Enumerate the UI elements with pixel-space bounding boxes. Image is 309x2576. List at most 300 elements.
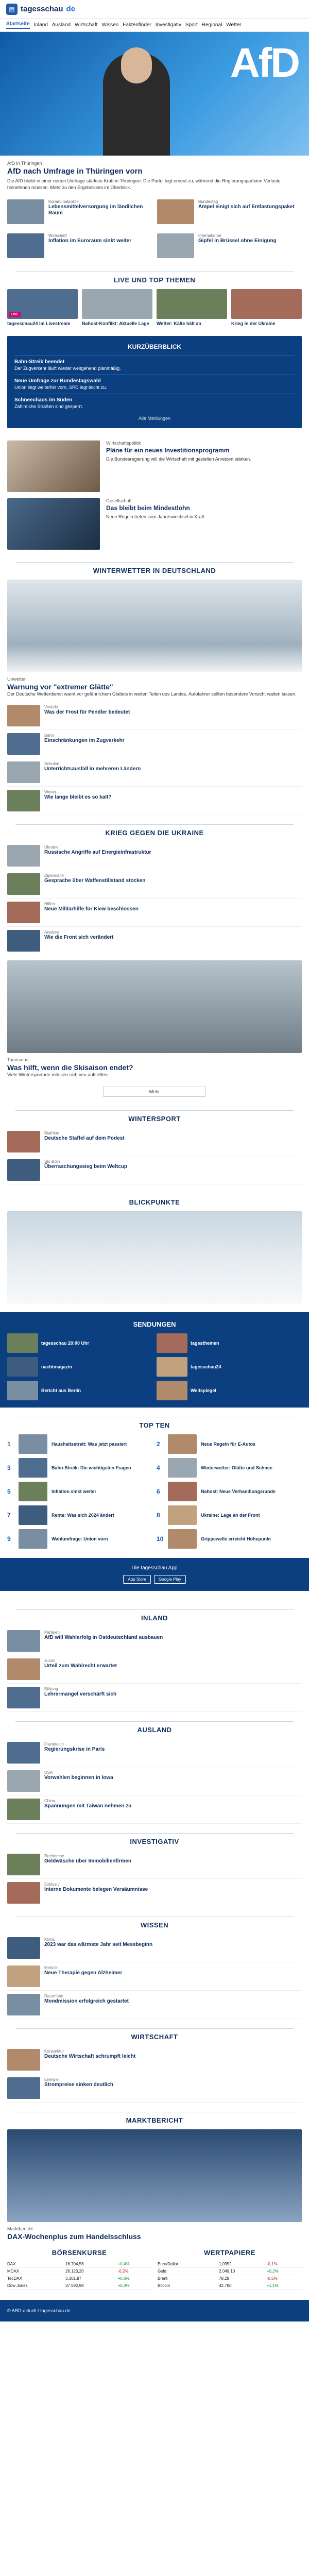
market-tables [0, 2245, 309, 2290]
list-item[interactable] [7, 1991, 302, 2019]
topten-image [168, 1434, 197, 1454]
topten-rank: 7 [7, 1512, 11, 1519]
topten-item[interactable] [7, 1505, 152, 1525]
winter-section-title: WINTERWETTER IN DEUTSCHLAND [0, 553, 309, 580]
live-card-title[interactable]: Wetter: Kälte hält an [157, 321, 201, 326]
sendung-image [157, 1357, 187, 1377]
list-item-kicker: Hilfen [44, 902, 55, 906]
bigstory-headline[interactable]: Was hilft, wenn die Skisaison endet? [7, 1063, 133, 1072]
kurz-item-headline[interactable]: Bahn-Streik beendet [14, 359, 65, 365]
brand-name: tagesschau [21, 5, 63, 13]
story-2[interactable] [0, 495, 309, 553]
kurz-item[interactable] [14, 375, 295, 394]
list-item[interactable] [7, 1128, 302, 1156]
market-name: Euro/Dollar [158, 2261, 219, 2268]
market-row[interactable] [7, 2275, 151, 2282]
nav-item-inland[interactable]: Inland [33, 22, 48, 28]
market-name: Gold [158, 2268, 219, 2275]
list-item[interactable] [7, 1739, 302, 1767]
inland-section-title: INLAND [0, 1600, 309, 1627]
market-row[interactable] [158, 2261, 302, 2268]
topten-item[interactable] [7, 1458, 152, 1478]
list-item-image [7, 1799, 40, 1820]
list-item-image [7, 1965, 40, 1987]
topten-item[interactable] [7, 1482, 152, 1501]
list-item[interactable] [7, 870, 302, 899]
wirtschaft-section-title: WIRTSCHAFT [0, 2019, 309, 2046]
market-value: 3.301,87 [65, 2275, 118, 2282]
top-card-image [7, 199, 44, 224]
story-1[interactable] [0, 437, 309, 495]
list-item-image [7, 902, 40, 923]
sendung-card[interactable] [7, 1357, 152, 1377]
sendung-card[interactable] [7, 1381, 152, 1400]
list-item-image [7, 1770, 40, 1792]
list-item-kicker: Recherche [44, 1854, 64, 1858]
nav-item-wetter[interactable]: Wetter [226, 22, 242, 28]
sendung-title[interactable]: Bericht aus Berlin [41, 1387, 81, 1393]
list-item-headline[interactable]: Wie die Front sich verändert [44, 935, 114, 940]
topten-title[interactable]: Winterwetter: Glätte und Schnee [201, 1465, 272, 1470]
hero-sign: AfD [230, 40, 299, 86]
list-item-headline[interactable]: Gespräche über Waffenstillstand stocken [44, 878, 146, 884]
bigstory[interactable] [0, 1053, 309, 1082]
lead-teaser: Die AfD bleibt in einer neuen Umfrage stärkste Kraft in Thüringen. Die Partei legt erneut zu, während die Regierungsparteien Verluste hinnehmen müssen. Mehr zu den Ergebnissen im Überblick. [7, 178, 281, 190]
investigativ-list [0, 1851, 309, 1907]
list-item-image [7, 2049, 40, 2071]
list-item-headline[interactable]: Unterrichtsausfall in mehreren Ländern [44, 766, 141, 772]
live-card-title[interactable]: Krieg in der Ukraine [231, 321, 276, 326]
market-change: +0,3% [118, 2282, 151, 2290]
list-item-headline[interactable]: Deutsche Wirtschaft schrumpft leicht [44, 2054, 136, 2059]
kurzueberblick-box [7, 336, 302, 428]
market-value: 1,0952 [219, 2261, 267, 2268]
topten-rank: 5 [7, 1488, 11, 1495]
list-item-image [7, 845, 40, 867]
ukraine-list [0, 842, 309, 955]
winter-headline[interactable]: Warnung vor "extremer Glätte" [7, 683, 113, 691]
market-value: 16.704,56 [65, 2261, 118, 2268]
sendung-title[interactable]: tagesschau 20:00 Uhr [41, 1340, 90, 1346]
top-card-headline[interactable]: Ampel einigt sich auf Entlastungspaket [198, 204, 295, 210]
market-row[interactable] [158, 2275, 302, 2282]
sendung-title[interactable]: Weltspiegel [191, 1387, 216, 1393]
list-item-kicker: Exklusiv [44, 1882, 60, 1887]
market-row[interactable] [7, 2268, 151, 2275]
list-item[interactable] [7, 1655, 302, 1684]
kurz-item-text: Der Zugverkehr läuft wieder weitgehend planmäßig. [14, 366, 121, 371]
list-item[interactable] [7, 730, 302, 758]
topten-image [19, 1529, 47, 1549]
list-item-kicker: Energie [44, 2077, 59, 2082]
investigativ-section-title: INVESTIGATIV [0, 1824, 309, 1851]
sendung-image [7, 1357, 38, 1377]
live-badge: LIVE [9, 312, 21, 317]
list-item[interactable] [7, 1627, 302, 1655]
sendung-image [7, 1333, 38, 1353]
market-row[interactable] [7, 2282, 151, 2290]
list-item-headline[interactable]: Regierungskrise in Paris [44, 1747, 105, 1752]
list-item-image [7, 2077, 40, 2099]
wintersport-list [0, 1128, 309, 1184]
market-value: 37.592,98 [65, 2282, 118, 2290]
list-item-headline[interactable]: Was der Frost für Pendler bedeutet [44, 709, 130, 715]
markt-headline[interactable]: DAX-Wochenplus zum Handelsschluss [7, 2232, 141, 2241]
top-card[interactable] [157, 233, 302, 258]
list-item[interactable] [7, 758, 302, 787]
list-item-image [7, 1854, 40, 1875]
list-item[interactable] [7, 1962, 302, 1991]
story-2-teaser: Neue Regeln treten zum Jahreswechsel in Kraft. [106, 514, 206, 519]
markt-story[interactable] [0, 2222, 309, 2245]
nav-item-ausland[interactable]: Ausland [52, 22, 71, 28]
market-value: 26.123,20 [65, 2268, 118, 2275]
list-item-kicker: Klima [44, 1937, 55, 1942]
list-item-kicker: Biathlon [44, 1131, 59, 1136]
list-item-image [7, 790, 40, 811]
list-item[interactable] [7, 702, 302, 730]
market-name: Brent [158, 2275, 219, 2282]
markt-kicker: Marktbericht [7, 2226, 33, 2231]
hero-face [121, 47, 152, 83]
markt-section-title: MARKTBERICHT [0, 2103, 309, 2129]
list-item[interactable] [7, 1684, 302, 1712]
topten-image [19, 1482, 47, 1501]
list-item[interactable] [7, 1879, 302, 1907]
more-button[interactable]: Mehr [103, 1087, 206, 1097]
ausland-section-title: AUSLAND [0, 1712, 309, 1739]
list-item-headline[interactable]: Russische Angriffe auf Energieinfrastruktur [44, 850, 151, 855]
market-change: -0,5% [267, 2275, 302, 2282]
list-item-kicker: Konjunktur [44, 2049, 64, 2054]
topten-title[interactable]: Inflation sinkt weiter [52, 1488, 97, 1494]
topten-image [168, 1482, 197, 1501]
list-item-image [7, 873, 40, 895]
top-card[interactable] [157, 199, 302, 224]
market-value: 2.049,10 [219, 2268, 267, 2275]
list-item-image [7, 930, 40, 952]
list-item[interactable] [7, 1934, 302, 1962]
sendung-card[interactable] [157, 1357, 302, 1377]
live-card-title[interactable]: tagesschau24 im Livestream [7, 321, 71, 326]
top-bar [0, 0, 309, 19]
main-nav [0, 19, 309, 32]
live-card[interactable] [82, 289, 152, 327]
sendung-title[interactable]: tagesschau24 [191, 1364, 221, 1369]
topten-title[interactable]: Rente: Was sich 2024 ändert [52, 1512, 114, 1518]
list-item-headline[interactable]: Interne Dokumente belegen Versäumnisse [44, 1887, 148, 1892]
blick-section-title: BLICKPUNKTE [0, 1184, 309, 1211]
markt-image[interactable] [7, 2129, 302, 2222]
topten-rank: 6 [157, 1488, 160, 1495]
list-item-kicker: Parteien [44, 1630, 60, 1635]
topten-rank: 10 [157, 1535, 164, 1543]
top-card-kicker: Bundestag [198, 199, 218, 204]
story-1-image [7, 440, 100, 492]
market-name: MDAX [7, 2268, 65, 2275]
sendung-card[interactable] [157, 1381, 302, 1400]
list-item-headline[interactable]: Vorwahlen beginnen in Iowa [44, 1775, 113, 1781]
kurz-item-headline[interactable]: Neue Umfrage zur Bundestagswahl [14, 378, 101, 384]
nav-item-wissen[interactable]: Wissen [101, 22, 119, 28]
topten-image [168, 1505, 197, 1525]
market-change: +0,4% [118, 2261, 151, 2268]
top-card-headline[interactable]: Gipfel in Brüssel ohne Einigung [198, 238, 277, 244]
market-change: -0,1% [267, 2261, 302, 2268]
list-item-headline[interactable]: Spannungen mit Taiwan nehmen zu [44, 1803, 132, 1809]
topten-title[interactable]: Bahn-Streik: Die wichtigsten Fragen [52, 1465, 131, 1470]
list-item-kicker: USA [44, 1770, 53, 1775]
market-value: 78,29 [219, 2275, 267, 2282]
list-item-headline[interactable]: Überraschungssieg beim Weltcup [44, 1164, 127, 1170]
topten-title[interactable]: Ukraine: Lage an der Front [201, 1512, 260, 1518]
winter-story[interactable] [0, 672, 309, 702]
ausland-list [0, 1739, 309, 1824]
topten-image [19, 1458, 47, 1478]
story-1-teaser: Die Bundesregierung will die Wirtschaft mit gezielten Anreizen stärken. [106, 456, 251, 462]
winter-list [0, 702, 309, 815]
top-card-image [157, 233, 194, 258]
kurz-item[interactable] [14, 394, 295, 413]
list-item-kicker: Justiz [44, 1658, 55, 1663]
market-name: Dow Jones [7, 2282, 65, 2290]
nav-item-regional[interactable]: Regional [201, 22, 222, 28]
live-card-image [7, 289, 78, 319]
list-item-kicker: Schulen [44, 761, 59, 766]
app-promo [0, 1558, 309, 1591]
list-item-image [7, 761, 40, 783]
list-item-headline[interactable]: Urteil zum Wahlrecht erwartet [44, 1663, 117, 1669]
topten-title[interactable]: Nahost: Neue Verhandlungsrunde [201, 1488, 276, 1494]
list-item-image [7, 1742, 40, 1764]
market-change: -0,2% [118, 2268, 151, 2275]
winter-teaser: Der Deutsche Wetterdienst warnt vor gefährlichem Glatteis in weiten Teilen des Landes. Autofahrer sollten besondere Vorsicht walten lassen. [7, 691, 297, 697]
list-item-headline[interactable]: Neue Therapie gegen Alzheimer [44, 1970, 123, 1976]
top-cards [0, 199, 309, 262]
list-item-kicker: Frankreich [44, 1742, 64, 1747]
story-2-image [7, 498, 100, 550]
live-card-image [82, 289, 152, 319]
live-section-title: LIVE UND TOP THEMEN [0, 262, 309, 289]
list-item-headline[interactable]: Einschränkungen im Zugverkehr [44, 738, 125, 743]
topten-title[interactable]: Neue Regeln für E-Autos [201, 1441, 256, 1447]
hero-image[interactable] [0, 32, 309, 156]
list-item-kicker: Ski alpin [44, 1159, 60, 1164]
topten-rank: 8 [157, 1512, 160, 1519]
topten-title[interactable]: Haushaltsstreit: Was jetzt passiert [52, 1441, 127, 1447]
topten-image [168, 1529, 197, 1549]
topten-grid [0, 1434, 309, 1549]
list-item[interactable] [7, 899, 302, 927]
sendung-image [7, 1381, 38, 1400]
wissen-section-title: WISSEN [0, 1907, 309, 1934]
topten-item[interactable] [157, 1505, 302, 1525]
topten-rank: 2 [157, 1440, 160, 1448]
list-item-headline[interactable]: Lehrermangel verschärft sich [44, 1691, 117, 1697]
topten-item[interactable] [7, 1434, 152, 1454]
sendung-title[interactable]: tagesthemen [191, 1340, 219, 1346]
story-2-headline[interactable]: Das bleibt beim Mindestlohn [106, 504, 190, 512]
topten-rank: 4 [157, 1464, 160, 1471]
list-item-image [7, 1131, 40, 1153]
list-item-headline[interactable]: Deutsche Staffel auf dem Podest [44, 1136, 125, 1141]
topten-item[interactable] [157, 1529, 302, 1549]
footer: © ARD-aktuell / tagesschau.de [0, 2300, 309, 2321]
sendung-image [157, 1381, 187, 1400]
topten-rank: 9 [7, 1535, 11, 1543]
boerse-title: BÖRSENKURSE [52, 2249, 107, 2257]
kurz-item-headline[interactable]: Schneechaos im Süden [14, 397, 73, 403]
topten-image [168, 1458, 197, 1478]
top-card[interactable] [7, 199, 152, 224]
list-item-image [7, 733, 40, 755]
top-card-kicker: Kommunalpolitik [48, 199, 79, 204]
list-item-headline[interactable]: Strompreise sinken deutlich [44, 2082, 113, 2088]
market-name: Bitcoin [158, 2282, 219, 2290]
app-title: Die tagesschau App [131, 1565, 178, 1571]
list-item-headline[interactable]: Geldwäsche über Immobilienfirmen [44, 1858, 131, 1864]
brand-tag: de [66, 5, 76, 13]
blick-image[interactable] [7, 1211, 302, 1304]
list-item-kicker: Bildung [44, 1687, 58, 1691]
list-item[interactable] [7, 2074, 302, 2103]
topten-section-title: TOP TEN [0, 1408, 309, 1434]
live-card[interactable] [7, 289, 78, 327]
list-item-image [7, 705, 40, 726]
sendung-card[interactable] [157, 1333, 302, 1353]
wintersport-section-title: WINTERSPORT [0, 1101, 309, 1128]
list-item-headline[interactable]: 2023 war das wärmste Jahr seit Messbeginn [44, 1942, 153, 1947]
top-card-image [7, 233, 44, 258]
sendungen-title: SENDUNGEN [133, 1320, 176, 1328]
kurz-title: KURZÜBERBLICK [128, 343, 181, 350]
top-card-headline[interactable]: Lebensmittelversorgung im ländlichen Raum [48, 204, 143, 216]
wissen-list [0, 1934, 309, 2019]
market-name: DAX [7, 2261, 65, 2268]
list-item-image [7, 1937, 40, 1959]
logo[interactable] [6, 4, 75, 15]
topten-rank: 3 [7, 1464, 11, 1471]
list-item-headline[interactable]: Mondmission erfolgreich gestartet [44, 1998, 129, 2004]
top-card-headline[interactable]: Inflation im Euroraum sinkt weiter [48, 238, 132, 244]
list-item-kicker: Diplomatie [44, 873, 64, 878]
list-item[interactable] [7, 842, 302, 870]
top-card-kicker: Wirtschaft [48, 233, 67, 238]
live-row [0, 289, 309, 327]
list-item[interactable] [7, 1795, 302, 1824]
story-1-kicker: Wirtschaftspolitik [106, 440, 141, 446]
list-item-image [7, 1658, 40, 1680]
topten-title[interactable]: Wahlumfrage: Union vorn [52, 1536, 108, 1541]
logo-icon: ▤ [6, 4, 18, 15]
market-row[interactable] [158, 2282, 302, 2290]
bigstory-teaser: Viele Wintersportorte müssen sich neu aufstellen. [7, 1072, 109, 1077]
list-item-kicker: Raumfahrt [44, 1994, 64, 1998]
list-item[interactable] [7, 1767, 302, 1795]
story-2-kicker: Gesellschaft [106, 498, 132, 503]
market-row[interactable] [158, 2268, 302, 2275]
list-item-kicker: Wetter [44, 790, 57, 794]
list-item[interactable] [7, 927, 302, 955]
winter-image[interactable] [7, 580, 302, 672]
list-item[interactable] [7, 1156, 302, 1184]
list-item-image [7, 1159, 40, 1181]
topten-item[interactable] [157, 1482, 302, 1501]
sendung-card[interactable] [7, 1333, 152, 1353]
nav-item-startseite[interactable]: Startseite [6, 21, 30, 29]
list-item[interactable] [7, 1851, 302, 1879]
live-card-image [231, 289, 302, 319]
nav-item-faktenfinder[interactable]: Faktenfinder [123, 22, 151, 28]
topten-item[interactable] [7, 1529, 152, 1549]
market-value: 42.780 [219, 2282, 267, 2290]
top-card-image [157, 199, 194, 224]
topten-image [19, 1434, 47, 1454]
live-card[interactable] [157, 289, 227, 327]
lead-story[interactable] [0, 156, 309, 199]
topten-item[interactable] [157, 1434, 302, 1454]
list-item-headline[interactable]: AfD will Wahlerfolg in Ostdeutschland ausbauen [44, 1635, 163, 1640]
bigstory-image[interactable] [7, 960, 302, 1053]
sendung-title[interactable]: nachtmagazin [41, 1364, 73, 1369]
wertpapiere-title: WERTPAPIERE [204, 2249, 255, 2257]
list-item[interactable] [7, 787, 302, 815]
kurz-more-link[interactable]: Alle Meldungen [138, 416, 171, 421]
list-item-image [7, 1994, 40, 2015]
appstore-button[interactable]: App Store [123, 1575, 151, 1584]
topten-item[interactable] [157, 1458, 302, 1478]
list-item-image [7, 1882, 40, 1904]
market-change: +1,1% [267, 2282, 302, 2290]
top-card[interactable] [7, 233, 152, 258]
topten-rank: 1 [7, 1440, 11, 1448]
nav-item-wirtschaft[interactable]: Wirtschaft [74, 22, 98, 28]
list-item-kicker: Ukraine [44, 845, 59, 850]
live-card-title[interactable]: Nahost-Konflikt: Aktuelle Lage [82, 321, 149, 326]
live-card[interactable] [231, 289, 302, 327]
market-name: TecDAX [7, 2275, 65, 2282]
list-item-kicker: Medizin [44, 1965, 59, 1970]
inland-list [0, 1627, 309, 1712]
nav-item-sport[interactable]: Sport [185, 22, 198, 28]
bigstory-kicker: Tourismus [7, 1057, 29, 1062]
ukraine-section-title: KRIEG GEGEN DIE UKRAINE [0, 815, 309, 842]
story-1-headline[interactable]: Pläne für ein neues Investitionsprogramm [106, 447, 230, 454]
list-item-headline[interactable]: Neue Militärhilfe für Kiew beschlossen [44, 906, 139, 912]
lead-headline[interactable]: AfD nach Umfrage in Thüringen vorn [7, 167, 143, 176]
lead-kicker: AfD in Thüringen [7, 161, 42, 166]
list-item-image [7, 1687, 40, 1708]
kurz-item-text: Zahlreiche Straßen sind gesperrt. [14, 404, 83, 409]
list-item-kicker: Bahn [44, 733, 54, 738]
googleplay-button[interactable]: Google Play [154, 1575, 186, 1584]
list-item-kicker: Verkehr [44, 705, 59, 709]
market-row[interactable] [7, 2261, 151, 2268]
list-item[interactable] [7, 2046, 302, 2074]
wirtschaft-list [0, 2046, 309, 2103]
topten-title[interactable]: Grippewelle erreicht Höhepunkt [201, 1536, 271, 1541]
top-card-kicker: International [198, 233, 221, 238]
list-item-kicker: China [44, 1799, 55, 1803]
topten-image [19, 1505, 47, 1525]
kurz-item[interactable] [14, 355, 295, 375]
nav-item-investigativ[interactable]: Investigativ [155, 22, 181, 28]
market-change: +0,2% [267, 2268, 302, 2275]
list-item-headline[interactable]: Wie lange bleibt es so kalt? [44, 794, 112, 800]
list-item-kicker: Analyse [44, 930, 59, 935]
kurz-item-text: Union liegt weiterhin vorn, SPD legt leicht zu. [14, 385, 107, 390]
market-change: +0,6% [118, 2275, 151, 2282]
